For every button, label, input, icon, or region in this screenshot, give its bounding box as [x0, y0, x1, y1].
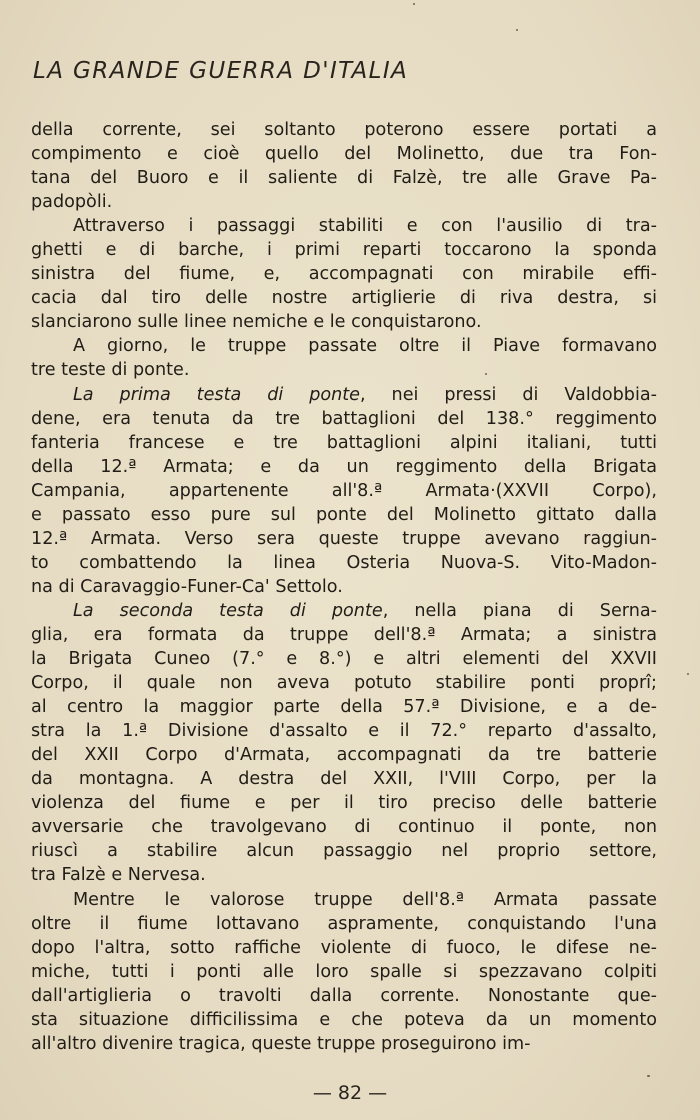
text-run: ghetti e di barche, i primi reparti toccarono la sponda	[31, 240, 657, 261]
text-run: glia, era formata da truppe dell'8.ª Armata; a sinistra	[31, 624, 657, 645]
text-run: al centro la maggior parte della 57.ª Divisione, e a de-	[31, 697, 657, 718]
text-line	[31, 1032, 657, 1056]
text-run: avversarie che travolgevano di continuo il ponte, non	[31, 817, 657, 838]
text-line	[31, 310, 657, 334]
text-run: , nella piana di Serna-	[382, 600, 657, 621]
text-line	[31, 743, 657, 767]
text-line	[31, 431, 657, 455]
text-line	[31, 383, 657, 407]
print-speck	[687, 673, 689, 675]
body-text	[31, 118, 657, 1056]
italic-lead: La prima testa di ponte	[73, 384, 361, 405]
text-line	[31, 190, 657, 214]
text-run: violenza del fiume e per il tiro preciso delle batterie	[31, 793, 657, 814]
text-line	[31, 407, 657, 431]
text-run: della 12.ª Armata; e da un reggimento della Brigata	[31, 456, 657, 477]
text-line	[31, 719, 657, 743]
text-run: all'altro divenire tragica, queste truppe proseguirono im-	[31, 1033, 531, 1054]
text-run: tana del Buoro e il saliente di Falzè, tre alle Grave Pa-	[31, 168, 657, 189]
text-line	[31, 551, 657, 575]
text-line	[31, 118, 657, 142]
text-run: compimento e cioè quello del Molinetto, due tra Fon-	[31, 144, 657, 165]
text-run: dene, era tenuta da tre battaglioni del 138.° reggimento	[31, 408, 657, 429]
text-line	[31, 575, 657, 599]
text-line	[31, 214, 657, 238]
running-head: LA GRANDE GUERRA D'ITALIA	[33, 58, 409, 84]
text-run: stra la 1.ª Divisione d'assalto e il 72.° reparto d'assalto,	[31, 721, 657, 742]
text-line	[31, 888, 657, 912]
text-run: della corrente, sei soltanto poterono essere portati a	[31, 120, 657, 140]
text-run: fanteria francese e tre battaglioni alpini italiani, tutti	[31, 432, 657, 453]
print-speck	[516, 29, 518, 31]
text-line	[31, 166, 657, 190]
print-speck	[413, 3, 415, 5]
text-line	[31, 238, 657, 262]
text-line	[31, 839, 657, 863]
text-line	[31, 503, 657, 527]
text-line	[31, 984, 657, 1008]
text-line	[31, 334, 657, 358]
text-run: la Brigata Cuneo (7.° e 8.°) e altri elementi del XXVII	[31, 649, 657, 670]
text-line	[31, 599, 657, 623]
text-run: to combattendo la linea Osteria Nuova-S. Vito-Madon-	[31, 552, 657, 573]
text-run: padopòli.	[31, 192, 113, 213]
text-line	[31, 623, 657, 647]
text-run: oltre il fiume lottavano aspramente, conquistando l'una	[31, 913, 657, 934]
text-line	[31, 695, 657, 719]
text-run: e passato esso pure sul ponte del Molinetto gittato dalla	[31, 504, 657, 525]
text-line	[31, 960, 657, 984]
text-line	[31, 262, 657, 286]
text-line	[31, 142, 657, 166]
text-line	[31, 455, 657, 479]
text-line	[31, 912, 657, 936]
text-line	[31, 791, 657, 815]
text-run: riuscì a stabilire alcun passaggio nel proprio settore,	[31, 841, 657, 862]
text-line	[31, 286, 657, 310]
text-run: tre teste di ponte.	[31, 360, 190, 381]
page-number: — 82 —	[312, 1082, 388, 1104]
text-run: Campania, appartenente all'8.ª Armata·(XXVII Corpo),	[31, 480, 657, 501]
text-run: dall'artiglieria o travolti dalla corrente. Nonostante que-	[31, 985, 657, 1006]
text-run: slanciarono sulle linee nemiche e le conquistarono.	[31, 312, 482, 333]
print-speck	[647, 1075, 650, 1077]
text-run: A giorno, le truppe passate oltre il Piave formavano	[73, 336, 657, 357]
text-line	[31, 647, 657, 671]
text-line	[31, 527, 657, 551]
text-run: sta situazione difficilissima e che poteva da un momento	[31, 1009, 657, 1030]
text-run: 12.ª Armata. Verso sera queste truppe avevano raggiun-	[31, 528, 657, 549]
text-line	[31, 863, 657, 887]
text-run: da montagna. A destra del XXII, l'VIII Corpo, per la	[31, 769, 657, 790]
text-run: na di Caravaggio-Funer-Ca' Settolo.	[31, 576, 343, 597]
print-speck	[485, 373, 487, 375]
text-run: Corpo, il quale non aveva potuto stabilire ponti proprî;	[31, 673, 657, 694]
text-run: cacia dal tiro delle nostre artiglierie di riva destra, si	[31, 288, 657, 309]
text-line	[31, 1008, 657, 1032]
text-run: Mentre le valorose truppe dell'8.ª Armata passate	[73, 889, 657, 910]
text-run: Attraverso i passaggi stabiliti e con l'ausilio di tra-	[73, 216, 657, 237]
text-run: dopo l'altra, sotto raffiche violente di fuoco, le difese ne-	[31, 937, 657, 958]
text-run: sinistra del fiume, e, accompagnati con mirabile effi-	[31, 264, 657, 285]
text-run: , nei pressi di Valdobbia-	[360, 384, 657, 405]
text-run: miche, tutti i ponti alle loro spalle si spezzavano colpiti	[31, 961, 657, 982]
text-run: del XXII Corpo d'Armata, accompagnati da tre batterie	[31, 745, 657, 766]
text-line	[31, 479, 657, 503]
text-run: tra Falzè e Nervesa.	[31, 865, 206, 886]
text-line	[31, 767, 657, 791]
text-line	[31, 671, 657, 695]
text-line	[31, 936, 657, 960]
text-line	[31, 815, 657, 839]
italic-lead: La seconda testa di ponte	[73, 600, 383, 621]
text-line	[31, 358, 657, 382]
